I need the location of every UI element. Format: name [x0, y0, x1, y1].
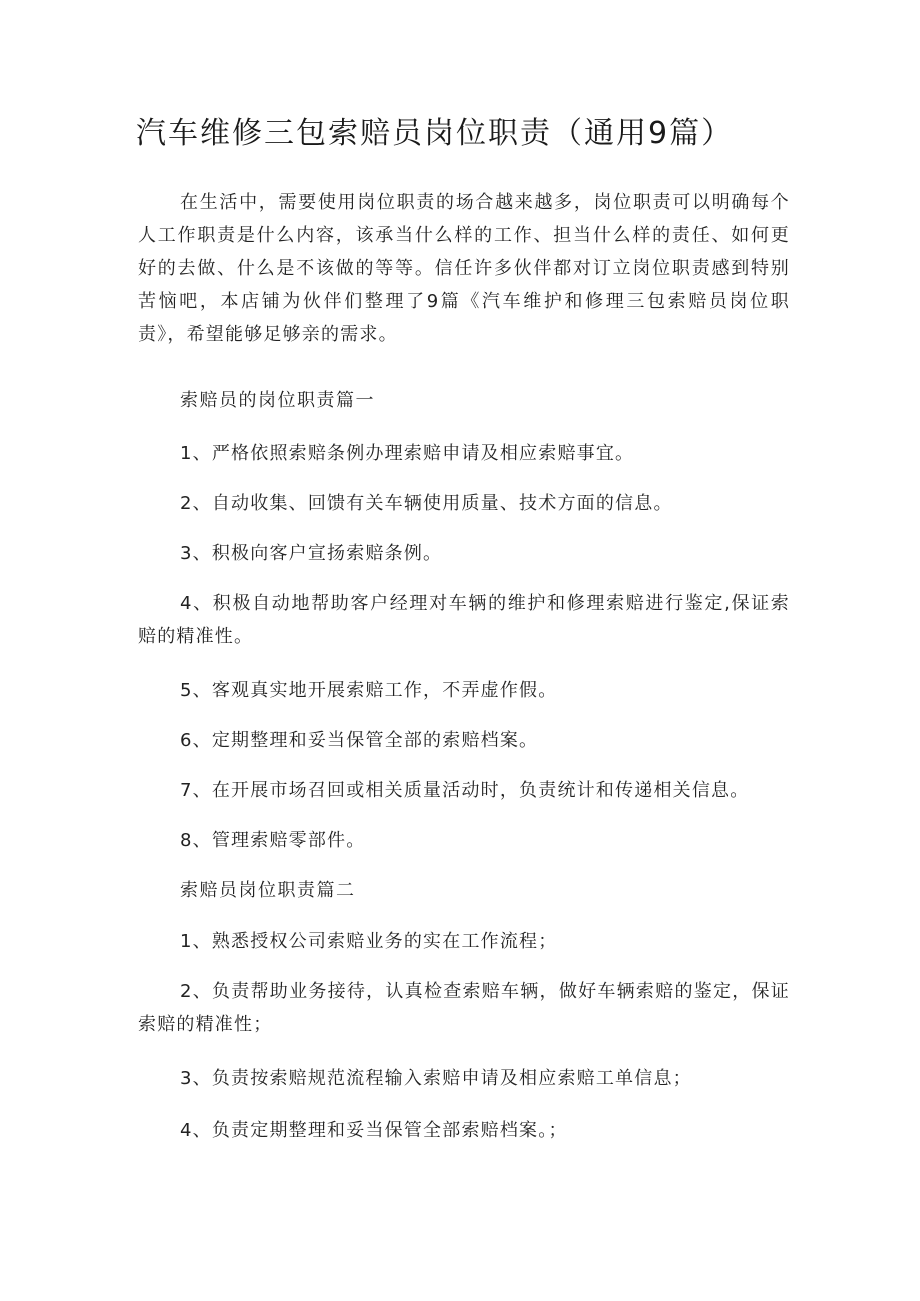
list-item: 6、定期整理和妥当保管全部的索赔档案。 — [180, 730, 539, 751]
list-item: 1、熟悉授权公司索赔业务的实在工作流程； — [180, 931, 558, 952]
list-item: 7、在开展市场召回或相关质量活动时，负责统计和传递相关信息。 — [180, 780, 750, 801]
list-item: 3、负责按索赔规范流程输入索赔申请及相应索赔工单信息； — [180, 1068, 692, 1089]
list-item: 2、自动收集、回馈有关车辆使用质量、技术方面的信息。 — [180, 493, 673, 514]
section-heading-2: 索赔员岗位职责篇二 — [180, 880, 356, 901]
list-item: 5、客观真实地开展索赔工作，不弄虚作假。 — [180, 680, 558, 701]
list-item: 3、积极向客户宣扬索赔条例。 — [180, 543, 443, 564]
list-item: 8、管理索赔零部件。 — [180, 830, 366, 851]
document-title: 汽车维修三包索赔员岗位职责（通用9篇） — [136, 116, 734, 151]
list-item: 4、负责定期整理和妥当保管全部索赔档案。； — [180, 1120, 568, 1141]
list-item: 4、积极自动地帮助客户经理对车辆的维护和修理索赔进行鉴定,保证索赔的精准性。 — [138, 593, 790, 647]
section-heading-1: 索赔员的岗位职责篇一 — [180, 390, 375, 411]
list-item: 1、严格依照索赔条例办理索赔申请及相应索赔事宜。 — [180, 443, 635, 464]
list-item: 2、负责帮助业务接待，认真检查索赔车辆，做好车辆索赔的鉴定，保证索赔的精准性； — [138, 981, 790, 1035]
intro-paragraph: 在生活中，需要使用岗位职责的场合越来越多，岗位职责可以明确每个人工作职责是什么内容，该承当什么样的工作、担当什么样的责任、如何更好的去做、什么是不该做的等等。信任许多伙伴都对订立岗位职责感到特别苦恼吧，本店铺为伙伴们整理了9篇《汽车维护和修理三包索赔员岗位职责》，希望能够足够亲的需求。 — [138, 192, 790, 345]
